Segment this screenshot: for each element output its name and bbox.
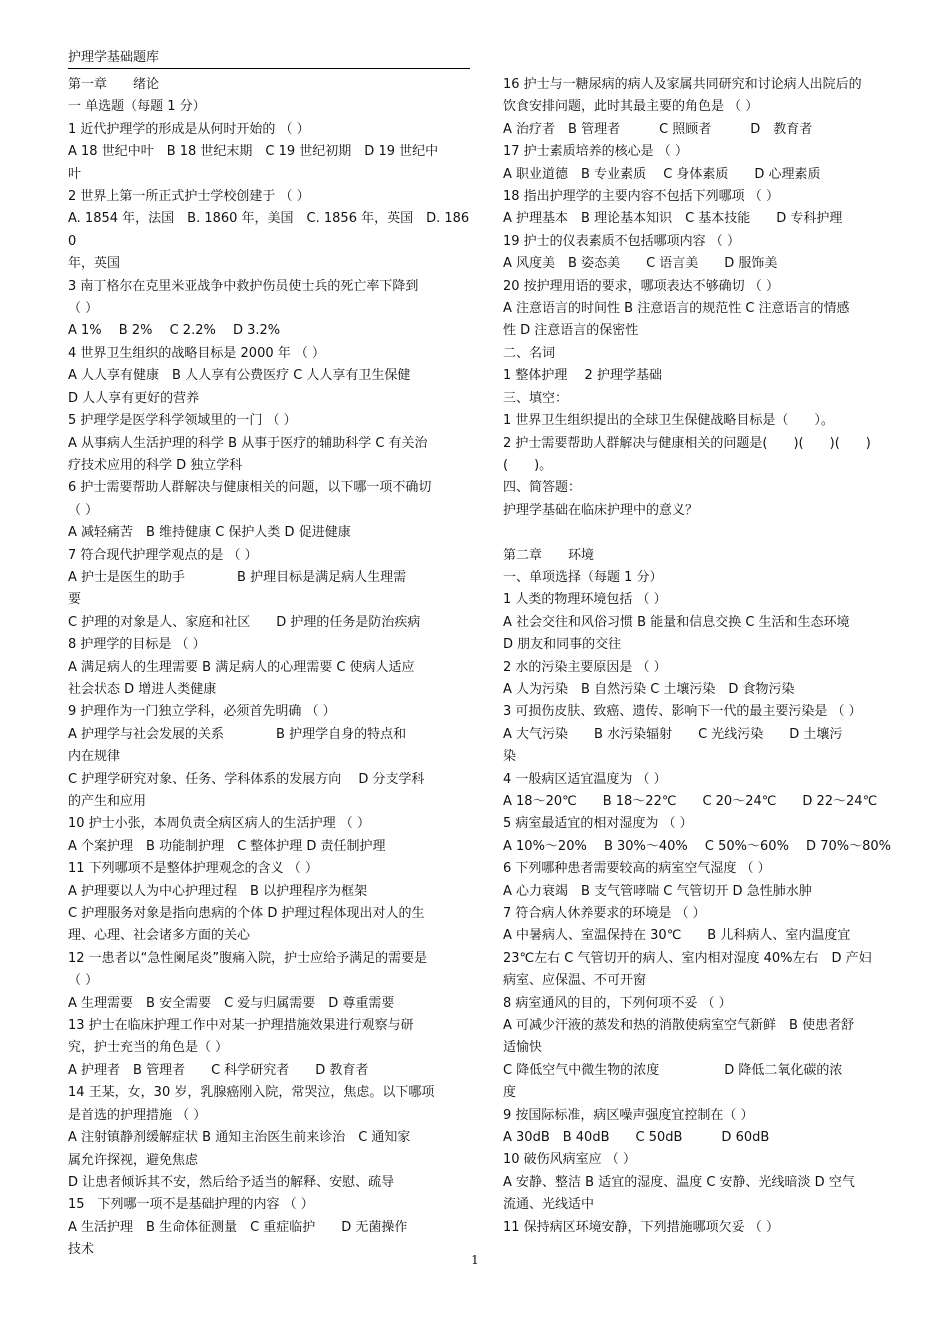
text-line: 23℃左右 C 气管切开的病人、室内相对湿度 40%左右 D 产妇	[503, 950, 872, 966]
text-line: A 生活护理 B 生命体征测量 C 重症临护 D 无菌操作	[68, 1219, 408, 1235]
text-line: 17 护士素质培养的核心是 （ ）	[503, 144, 688, 160]
text-line: A 减轻痛苦 B 维持健康 C 保护人类 D 促进健康	[68, 525, 351, 541]
text-line: 属允许探视，避免焦虑	[68, 1152, 199, 1168]
text-line: 的产生和应用	[68, 794, 147, 809]
text-line: 13 护士在临床护理工作中对某一护理措施效果进行观察与研	[68, 1018, 414, 1034]
text-line: 三、填空：	[503, 390, 569, 406]
text-line: C 护理的对象是人、家庭和社区 D 护理的任务是防治疾病	[68, 614, 421, 630]
text-line: A 1% B 2% C 2.2% D 3.2%	[68, 323, 281, 339]
text-line: A 注意语言的时间性 B 注意语言的规范性 C 注意语言的情感	[503, 301, 850, 317]
text-line: C 护理服务对象是指向患病的个体 D 护理过程体现出对人的生	[68, 906, 425, 922]
text-line: （ ）	[68, 301, 99, 317]
text-line: 5 病室最适宜的相对湿度为 （ ）	[503, 816, 693, 832]
text-line: A 个案护理 B 功能制护理 C 整体护理 D 责任制护理	[68, 838, 386, 854]
text-line: A 18～20℃ B 18～22℃ C 20～24℃ D 22～24℃	[503, 793, 878, 809]
text-line: 14 王某，女，30 岁，乳腺癌刚入院，常哭泣，焦虑。以下哪项	[68, 1085, 435, 1101]
text-line: 1 世界卫生组织提出的全球卫生保健战略目标是（ ）。	[503, 413, 834, 429]
text-line: 18 指出护理学的主要内容不包括下列哪项 （ ）	[503, 189, 779, 205]
text-line: 9 护理作为一门独立学科，必须首先明确 （ ）	[68, 704, 336, 720]
text-line: 8 护理学的目标是 （ ）	[68, 637, 206, 653]
text-line: 年，英国	[68, 256, 121, 272]
text-line: A 可减少汗液的蒸发和热的消散使病室空气新鲜 B 使患者舒	[503, 1018, 855, 1034]
text-line: 适愉快	[503, 1040, 543, 1056]
text-line: 技术	[68, 1242, 95, 1258]
text-line: A 安静、整洁 B 适宜的湿度、温度 C 安静、光线暗淡 D 空气	[503, 1174, 855, 1190]
text-line: （ ）	[68, 973, 99, 989]
right-column	[503, 74, 905, 1239]
text-line: 3 可损伤皮肤、致癌、遗传、影响下一代的最主要污染是 （ ）	[503, 704, 862, 720]
text-line: C 护理学研究对象、任务、学科体系的发展方向 D 分支学科	[68, 771, 425, 787]
text-line: A 护理要以人为中心护理过程 B 以护理程序为框架	[68, 883, 368, 899]
text-line: A 护理者 B 管理者 C 科学研究者 D 教育者	[68, 1062, 369, 1078]
text-line: 7 符合病人休养要求的环境是 （ ）	[503, 906, 706, 922]
text-line: 二、名词	[503, 345, 556, 361]
text-line: 16 护士与一糖尿病的病人及家属共同研究和讨论病人出院后的	[503, 77, 862, 92]
text-line: 9 按国际标准，病区噪声强度宜控制在（ ）	[503, 1107, 754, 1123]
text-line: A 注射镇静剂缓解症状 B 通知主治医生前来诊治 C 通知家	[68, 1130, 411, 1146]
text-line: 4 一般病区适宜温度为 （ ）	[503, 771, 667, 787]
text-line: 11 下列哪项不是整体护理观念的含义 （ ）	[68, 861, 318, 877]
text-line: A 人人享有健康 B 人人享有公费医疗 C 人人享有卫生保健	[68, 368, 411, 384]
text-line: 四、简答题：	[503, 480, 582, 496]
text-line: 3 南丁格尔在克里米亚战争中救护伤员使士兵的死亡率下降到	[68, 278, 419, 294]
text-line: 19 护士的仪表素质不包括哪项内容 （ ）	[503, 233, 740, 249]
text-line: A 护理学与社会发展的关系 B 护理学自身的特点和	[68, 726, 407, 742]
left-column	[68, 74, 470, 1262]
text-line: ( )。	[503, 457, 553, 473]
text-line	[503, 522, 905, 544]
text-line: 究，护士充当的角色是（ ）	[68, 1040, 229, 1056]
text-line: 1 整体护理 2 护理学基础	[503, 368, 662, 384]
text-line: 护理学基础在临床护理中的意义？	[503, 502, 699, 518]
text-line: 要	[68, 592, 82, 608]
text-line: D 人人享有更好的营养	[68, 390, 200, 406]
text-line: 性 D 注意语言的保密性	[503, 323, 639, 339]
text-line: 度	[503, 1085, 517, 1101]
text-line: 6 护士需要帮助人群解决与健康相关的问题，以下哪一项不确切	[68, 480, 432, 496]
text-line: 20 按护理用语的要求，哪项表达不够确切 （ ）	[503, 278, 779, 294]
text-line: 4 世界卫生组织的战略目标是 2000 年 （ ）	[68, 345, 326, 361]
text-line: 2 水的污染主要原因是 （ ）	[503, 659, 667, 675]
text-line: A. 1854 年，法国 B. 1860 年，美国 C. 1856 年，英国 D. 1860	[68, 211, 470, 249]
text-line: A 生理需要 B 安全需要 C 爱与归属需要 D 尊重需要	[68, 995, 395, 1011]
text-line: A 18 世纪中叶 B 18 世纪末期 C 19 世纪初期 D 19 世纪中	[68, 144, 439, 160]
text-line: 叶	[68, 166, 82, 182]
text-line: A 人为污染 B 自然污染 C 土壤污染 D 食物污染	[503, 681, 795, 697]
text-line: （ ）	[68, 502, 99, 518]
text-line: D 朋友和同事的交往	[503, 637, 622, 653]
text-line: 12 一患者以“急性阑尾炎”腹痛入院，护士应给予满足的需要是	[68, 950, 428, 966]
text-line: 饮食安排问题，此时其最主要的角色是 （ ）	[503, 99, 759, 115]
text-line: A 满足病人的生理需要 B 满足病人的心理需要 C 使病人适应	[68, 659, 415, 675]
text-line: 10 破伤风病室应 （ ）	[503, 1152, 636, 1168]
text-line: 流通、光线适中	[503, 1197, 595, 1213]
text-line: A 从事病人生活护理的科学 B 从事于医疗的辅助科学 C 有关治	[68, 435, 428, 451]
text-line: 1 近代护理学的形成是从何时开始的 （ ）	[68, 121, 310, 137]
text-line: C 降低空气中微生物的浓度 D 降低二氧化碳的浓	[503, 1062, 843, 1078]
text-line: 第二章 环境	[503, 547, 595, 563]
text-line: 8 病室通风的目的，下列何项不妥 （ ）	[503, 995, 732, 1011]
text-line: A 护士是医生的助手 B 护理目标是满足病人生理需	[68, 569, 407, 585]
text-line: 病室、应保温、不可开窗	[503, 973, 647, 989]
text-line: A 社会交往和风俗习惯 B 能量和信息交换 C 生活和生态环境	[503, 614, 850, 630]
text-line: 社会状态 D 增进人类健康	[68, 681, 217, 697]
text-line: A 10%～20% B 30%～40% C 50%～60% D 70%～80%	[503, 838, 891, 854]
text-line: 11 保持病区环境安静，下列措施哪项欠妥 （ ）	[503, 1219, 779, 1235]
page-number: 1	[471, 1253, 479, 1267]
text-line: 15 下列哪一项不是基础护理的内容 （ ）	[68, 1197, 314, 1213]
text-line: 10 护士小张，本周负责全病区病人的生活护理 （ ）	[68, 816, 370, 832]
text-line: 第一章 绪论	[68, 77, 160, 92]
text-line: A 治疗者 B 管理者 C 照顾者 D 教育者	[503, 121, 813, 137]
text-line: A 中暑病人、室温保持在 30℃ B 儿科病人、室内温度宜	[503, 928, 851, 944]
text-line: 5 护理学是医学科学领域里的一门 （ ）	[68, 413, 297, 429]
text-line: 1 人类的物理环境包括 （ ）	[503, 592, 667, 608]
text-line: D 让患者倾诉其不安，然后给予适当的解释、安慰、疏导	[68, 1174, 395, 1190]
text-line: 2 护士需要帮助人群解决与健康相关的问题是( )( )( )	[503, 435, 871, 451]
text-line: 内在规律	[68, 749, 121, 765]
text-line: 6 下列哪种患者需要较高的病室空气湿度 （ ）	[503, 861, 771, 877]
text-line: A 大气污染 B 水污染辐射 C 光线污染 D 土壤污	[503, 726, 843, 742]
text-line: 一 单选题（每题 1 分）	[68, 99, 206, 115]
text-line: A 心力衰竭 B 支气管哮喘 C 气管切开 D 急性肺水肿	[503, 883, 812, 899]
text-line: A 护理基本 B 理论基本知识 C 基本技能 D 专科护理	[503, 211, 843, 227]
text-line: 理、心理、社会诸多方面的关心	[68, 928, 251, 944]
text-line: 2 世界上第一所正式护士学校创建于 （ ）	[68, 189, 310, 205]
text-line: A 职业道德 B 专业素质 C 身体素质 D 心理素质	[503, 166, 821, 182]
text-line: 7 符合现代护理学观点的是 （ ）	[68, 547, 258, 563]
page-header-title: 护理学基础题库	[68, 48, 470, 69]
text-line: 是首选的护理措施 （ ）	[68, 1107, 207, 1123]
text-line: 染	[503, 749, 517, 765]
text-line: A 风度美 B 姿态美 C 语言美 D 服饰美	[503, 256, 778, 272]
text-line: A 30dB B 40dB C 50dB D 60dB	[503, 1130, 770, 1146]
text-line: 疗技术应用的科学 D 独立学科	[68, 457, 243, 473]
text-line: 一、单项选择（每题 1 分）	[503, 569, 663, 585]
